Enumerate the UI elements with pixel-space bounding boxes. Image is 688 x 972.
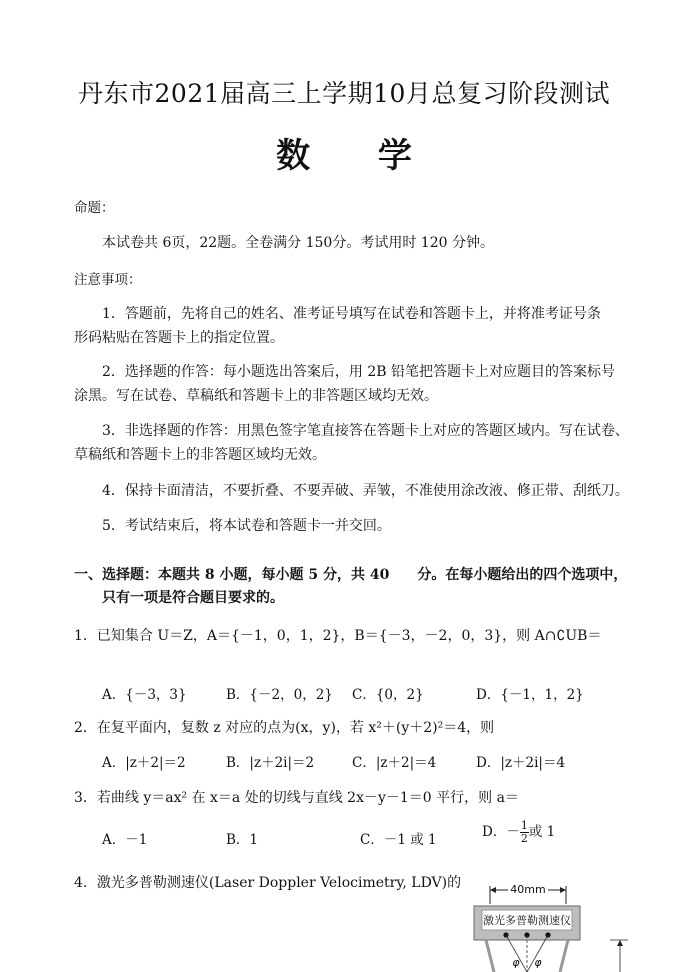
- option-d-prefix: D．－: [482, 824, 520, 840]
- author-label: 命题：: [74, 200, 115, 216]
- question-1-option-a: A．{－3，3}: [102, 687, 187, 703]
- notice-1-line-2: 形码粘贴在答题卡上的指定位置。: [74, 330, 284, 346]
- ldv-figure: [470, 878, 640, 972]
- notice-4: 4．保持卡面清洁，不要折叠、不要弄破、弄皱，不准使用涂改液、修正带、刮纸刀。: [102, 483, 629, 499]
- notice-2-line-2: 涂黑。写在试卷、草稿纸和答题卡上的非答题区域均无效。: [74, 388, 438, 404]
- intro-text: 本试卷共 6页，22题。全卷满分 150分。考试用时 120 分钟。: [102, 235, 494, 251]
- question-2-option-b: B．|z＋2i|＝2: [226, 755, 315, 771]
- notice-2-line-1: 2．选择题的作答：每小题选出答案后，用 2B 铅笔把答题卡上对应题目的答案标号: [102, 364, 616, 380]
- notice-label: 注意事项：: [74, 272, 142, 288]
- notice-1-line-1: 1．答题前，先将自己的姓名、准考证号填写在试卷和答题卡上，并将准考证号条: [102, 306, 601, 322]
- fraction-numerator: 1: [520, 819, 528, 832]
- height-arrow: [617, 940, 623, 946]
- fraction-one-half: [520, 820, 529, 845]
- dimension-label: 40mm: [510, 883, 546, 896]
- question-1-option-c: C．{0，2}: [352, 687, 424, 703]
- fraction-denominator: 2: [520, 832, 528, 845]
- question-3-option-d: [482, 820, 555, 845]
- question-1-option-d: D．{－1，1，2}: [476, 687, 584, 703]
- exam-title: 丹东市2021届高三上学期10月总复习阶段测试: [78, 79, 610, 108]
- section-1-heading-line-1: 一、选择题：本题共 8 小题，每小题 5 分，共 40 分。在每小题给出的四个选项中，: [74, 567, 628, 583]
- question-3-stem: 3．若曲线 y＝ax² 在 x＝a 处的切线与直线 2x－y－1＝0 平行，则 a＝: [74, 790, 519, 806]
- option-d-suffix: 或 1: [528, 824, 556, 840]
- question-3-option-b: B．1: [226, 832, 259, 848]
- question-2-option-d: D．|z＋2i|＝4: [476, 755, 566, 771]
- question-1-stem: 1．已知集合 U＝Z，A＝{－1，0，1，2}，B＝{－3，－2，0，3}，则 A∩∁UB＝: [74, 628, 602, 644]
- question-2-option-a: A．|z＋2|＝2: [102, 755, 186, 771]
- section-1-heading-line-2: 只有一项是符合题目要求的。: [102, 590, 284, 606]
- angle-label-left: φ: [512, 956, 520, 969]
- question-3-option-a: A．－1: [102, 832, 148, 848]
- notice-3-line-1: 3．非选择题的作答：用黑色签字笔直接答在答题卡上对应的答题区域内。写在试卷、: [102, 423, 629, 439]
- notice-3-line-2: 草稿纸和答题卡上的非答题区域均无效。: [74, 447, 326, 463]
- question-1-option-b: B．{－2，0，2}: [226, 687, 333, 703]
- notice-5: 5．考试结束后，将本试卷和答题卡一并交回。: [102, 518, 391, 534]
- question-3-option-c: C．－1 或 1: [360, 832, 437, 848]
- question-2-stem: 2．在复平面内，复数 z 对应的点为(x，y)，若 x²＋(y＋2)²＝4，则: [74, 720, 495, 736]
- subject-title: 数 学: [276, 136, 440, 176]
- question-4-stem: 4．激光多普勒测速仪(Laser Doppler Velocimetry, LDV)的: [74, 875, 462, 891]
- question-2-option-c: C．|z＋2|＝4: [352, 755, 437, 771]
- device-label: 激光多普勒测速仪: [483, 914, 571, 927]
- angle-label-right: φ: [534, 956, 542, 969]
